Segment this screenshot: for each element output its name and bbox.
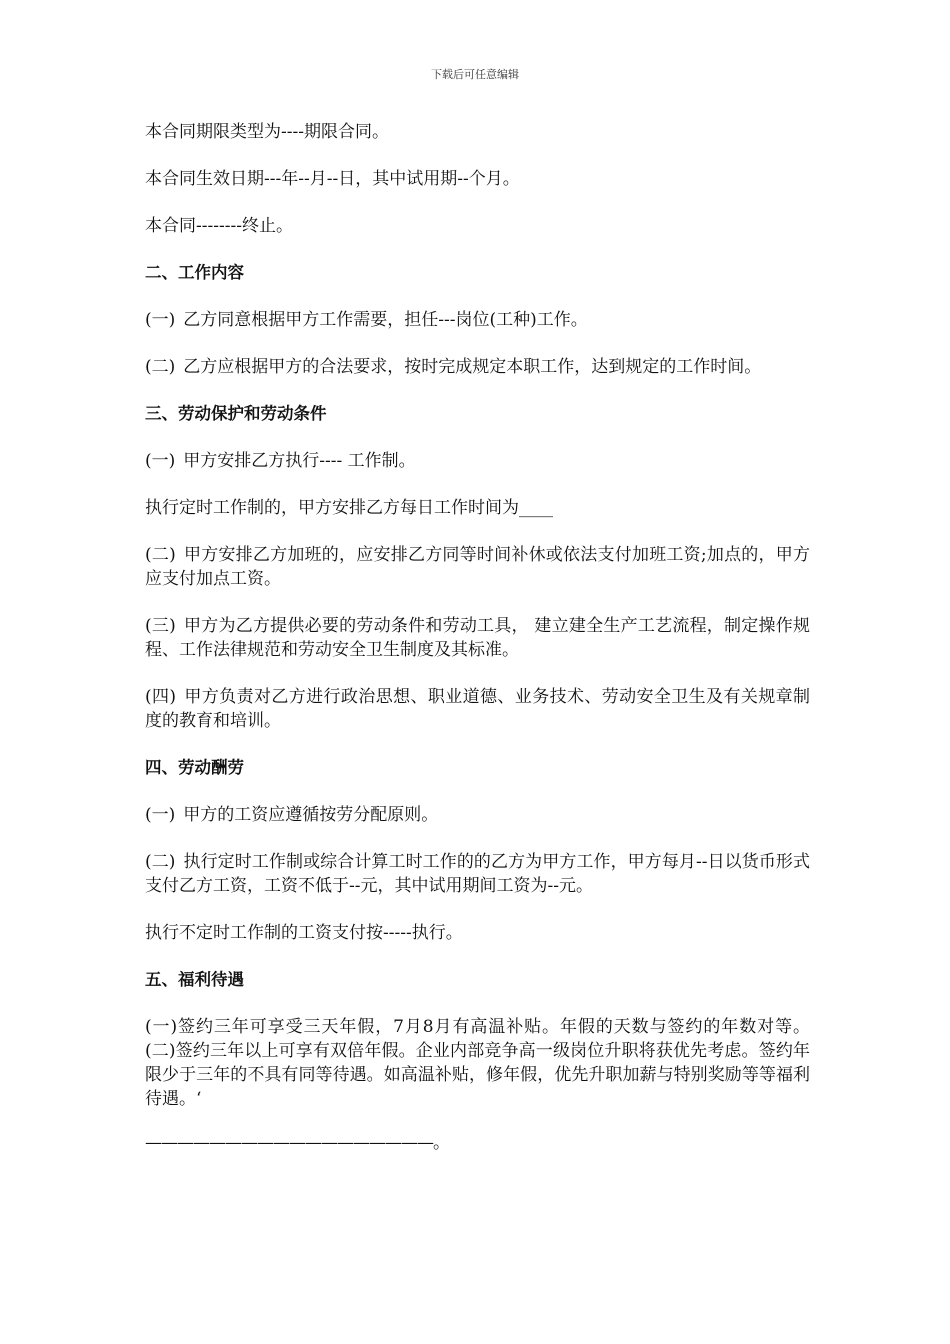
item-text: 乙方同意根据甲方工作需要，担任---岗位(工种)工作。 bbox=[183, 310, 588, 330]
section-heading-benefits: 五、福利待遇 bbox=[145, 970, 244, 989]
benefits-paragraph: (一)签约三年可享受三天年假，7月8月有高温补贴。年假的天数与签约的年数对等。 (二)签约三年以上可享有双倍年假。企业内部竞争高一级岗位升职将获优先考虑。签约年限少于三年的不具有同等待遇。如高温补贴，修年假，优先升职加薪与特别奖励等等福利待遇。‘ bbox=[145, 1017, 810, 1109]
remuneration-item-2 bbox=[145, 850, 810, 898]
labor-protection-item-3 bbox=[145, 614, 810, 662]
labor-protection-item-4 bbox=[145, 685, 810, 733]
section-heading-remuneration: 四、劳动酬劳 bbox=[145, 758, 244, 777]
signature-line: ——————————————————。 bbox=[145, 1133, 449, 1153]
contract-term-type: 本合同期限类型为----期限合同。 bbox=[145, 122, 389, 142]
item-text: 甲方安排乙方执行---- 工作制。 bbox=[183, 451, 416, 471]
page-header: 下载后可任意编辑 bbox=[431, 68, 519, 81]
item-label: (二) bbox=[145, 545, 176, 565]
labor-protection-item-1 bbox=[145, 449, 810, 473]
section-heading-work-content: 二、工作内容 bbox=[145, 263, 244, 282]
document-body bbox=[145, 120, 810, 1155]
item-label: (三) bbox=[145, 616, 176, 636]
remuneration-flexible-hours: 执行不定时工作制的工资支付按-----执行。 bbox=[145, 923, 463, 943]
item-text: 执行定时工作制或综合计算工时工作的的乙方为甲方工作，甲方每月--日以货币形式支付乙方工资，工资不低于--元，其中试用期间工资为--元。 bbox=[145, 852, 810, 896]
item-text: 甲方的工资应遵循按劳分配原则。 bbox=[183, 805, 439, 825]
item-label: (二) bbox=[145, 852, 176, 872]
labor-protection-item-2 bbox=[145, 543, 810, 591]
item-label: (一) bbox=[145, 310, 176, 330]
item-label: (一) bbox=[145, 451, 176, 471]
work-content-item-1 bbox=[145, 308, 810, 332]
contract-termination: 本合同--------终止。 bbox=[145, 216, 293, 236]
item-label: (二) bbox=[145, 357, 176, 377]
labor-protection-fixed-hours: 执行定时工作制的，甲方安排乙方每日工作时间为____ bbox=[145, 498, 553, 518]
item-text: 甲方安排乙方加班的，应安排乙方同等时间补休或依法支付加班工资;加点的，甲方应支付加点工资。 bbox=[145, 545, 810, 589]
contract-effective-date: 本合同生效日期---年--月--日，其中试用期--个月。 bbox=[145, 169, 520, 189]
work-content-item-2 bbox=[145, 355, 810, 379]
item-text: 甲方负责对乙方进行政治思想、职业道德、业务技术、劳动安全卫生及有关规章制度的教育和培训。 bbox=[145, 687, 811, 731]
item-text: 乙方应根据甲方的合法要求，按时完成规定本职工作，达到规定的工作时间。 bbox=[183, 357, 762, 377]
section-heading-labor-protection: 三、劳动保护和劳动条件 bbox=[145, 404, 327, 423]
item-text: 甲方为乙方提供必要的劳动条件和劳动工具， 建立建全生产工艺流程，制定操作规程、工作法律规范和劳动安全卫生制度及其标准。 bbox=[145, 616, 811, 660]
item-label: (四) bbox=[145, 687, 177, 707]
item-label: (一) bbox=[145, 805, 176, 825]
remuneration-item-1 bbox=[145, 803, 810, 827]
